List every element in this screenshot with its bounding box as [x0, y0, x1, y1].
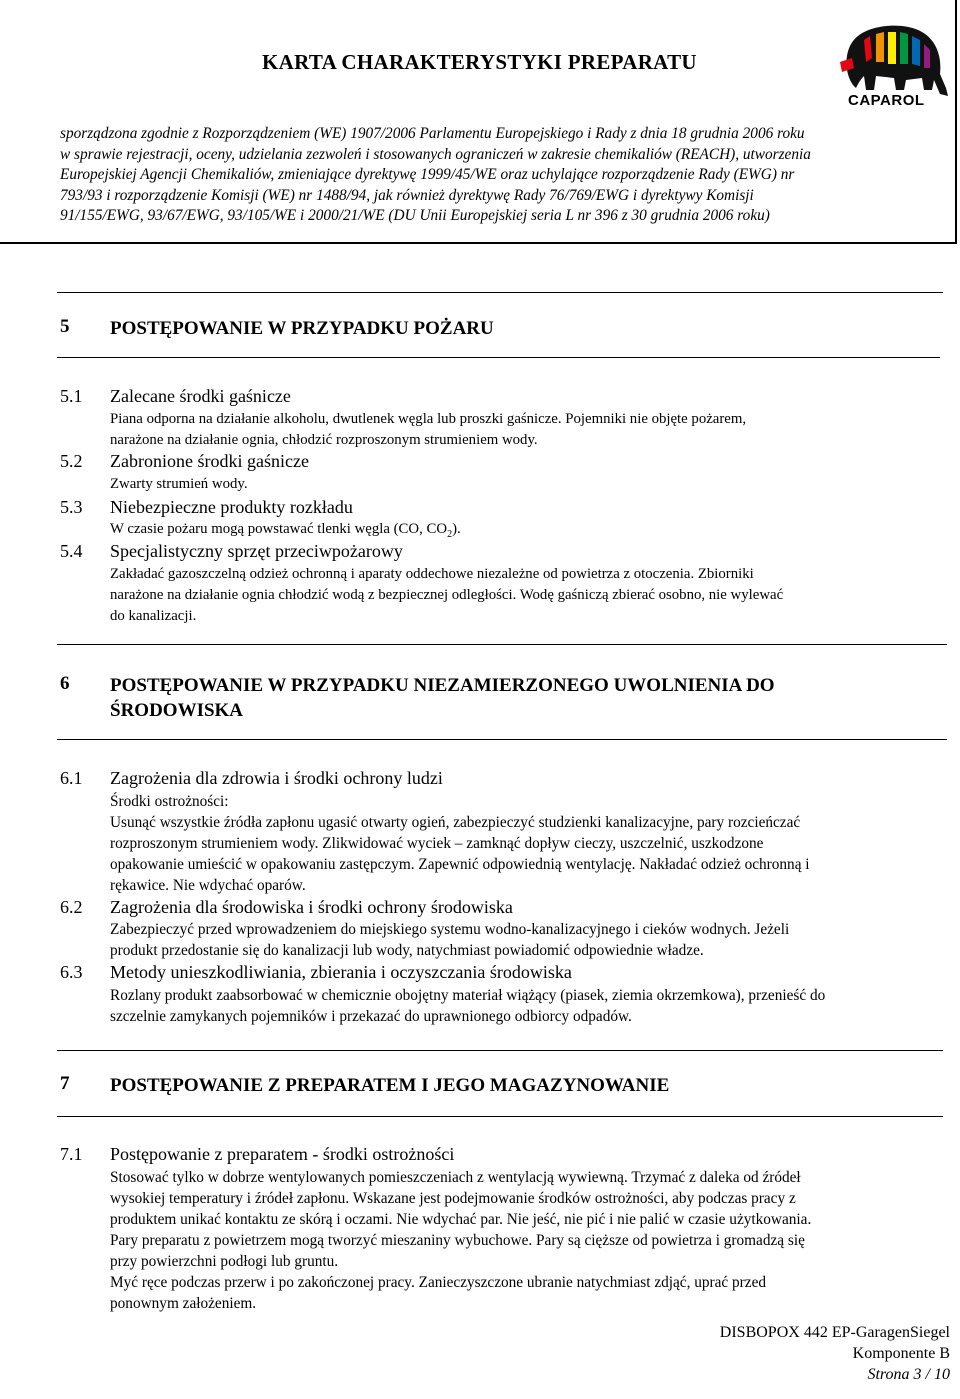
regulation-line: w sprawie rejestracji, oceny, udzielania zezwoleń i stosowanych ograniczeń w zakresie chemikaliów (REACH), utworzenia [60, 145, 811, 163]
paragraph-line: Zakładać gazoszczelną odzież ochronną i aparaty oddechowe niezależne od powietrza z otoczenia. Zbiorniki [110, 566, 754, 582]
subsection-7-1-title: Postępowanie z preparatem - środki ostrożności [110, 1144, 455, 1164]
subsection-6-1-text [110, 791, 950, 896]
document-title: KARTA CHARAKTERYSTYKI PREPARATU [262, 50, 697, 74]
paragraph-line: produkt przedostanie się do kanalizacji lub wody, natychmiast powiadomić odpowiednie władze. [110, 942, 704, 959]
subsection-5-1-text [110, 409, 950, 451]
paragraph-line: rozproszonym strumieniem wody. Zlikwidować wyciek – zamknąć dopływ cieczy, uszczelnić, uszkodzone [110, 835, 764, 852]
text-segment: W czasie pożaru mogą powstawać tlenki węgla (CO, CO [110, 521, 448, 537]
paragraph-line: Stosować tylko w dobrze wentylowanych pomieszczeniach z wentylacją wywiewną. Trzymać z daleka od źródeł [110, 1169, 801, 1186]
section-5-title: POSTĘPOWANIE W PRZYPADKU POŻARU [110, 318, 494, 339]
regulation-statement [60, 124, 950, 227]
section-divider [57, 1050, 943, 1051]
section-6-number: 6 [60, 673, 70, 694]
subsection-5-3-number: 5.3 [60, 497, 83, 517]
paragraph-line: rękawice. Nie wdychać oparów. [110, 877, 306, 894]
section-divider [57, 292, 943, 293]
subsection-5-1-title: Zalecane środki gaśnicze [110, 386, 291, 406]
paragraph-line: narażone na działanie ognia chłodzić wodą z bezpiecznej odległości. Wodę gaśniczą zbierać osobno, nie wylewać [110, 587, 784, 603]
subsection-5-1-number: 5.1 [60, 386, 83, 406]
subsection-6-3-title: Metody unieszkodliwiania, zbierania i oczyszczania środowiska [110, 962, 572, 982]
section-6-title-line: POSTĘPOWANIE W PRZYPADKU NIEZAMIERZONEGO UWOLNIENIA DO [110, 675, 775, 696]
regulation-line: 793/93 i rozporządzenie Komisji (WE) nr 1488/94, jak również dyrektywę Rady 76/769/EWG i dyrektywy Komisji [60, 186, 754, 204]
section-7-title: POSTĘPOWANIE Z PREPARATEM I JEGO MAGAZYNOWANIE [110, 1075, 670, 1096]
footer-product-name: DISBOPOX 442 EP-GaragenSiegel [719, 1324, 950, 1341]
subsection-6-2-number: 6.2 [60, 897, 83, 917]
caparol-logo-text: CAPAROL [848, 92, 925, 109]
subsection-5-4-title: Specjalistyczny sprzęt przeciwpożarowy [110, 541, 403, 561]
footer-component: Komponente B [852, 1345, 950, 1362]
section-5-number: 5 [60, 316, 70, 337]
paragraph-line: Usunąć wszystkie źródła zapłonu ugasić otwarty ogień, zabezpieczyć studzienki kanalizacyjne, pary rozcieńczać [110, 814, 801, 831]
subsection-6-2-text [110, 919, 950, 961]
section-6-title [110, 673, 775, 723]
subsection-label: Środki ostrożności: [110, 793, 229, 810]
subsection-6-1-title: Zagrożenia dla zdrowia i środki ochrony ludzi [110, 768, 443, 788]
paragraph-line: wysokiej temperatury i źródeł zapłonu. Wskazane jest podejmowanie środków ostrożności, aby podczas pracy z [110, 1190, 796, 1207]
paragraph-line: Zwarty strumień wody. [110, 476, 248, 492]
paragraph-line: produktem unikać kontaktu ze skórą i oczami. Nie wdychać par. Nie jeść, nie pić i nie palić w czasie użytkowania. [110, 1211, 812, 1228]
subsection-5-2-title: Zabronione środki gaśnicze [110, 451, 309, 471]
subsection-5-3-title: Niebezpieczne produkty rozkładu [110, 497, 353, 517]
subsection-5-2-text [110, 474, 950, 495]
section-6-title-line: ŚRODOWISKA [110, 700, 244, 721]
subsection-6-3-number: 6.3 [60, 962, 83, 982]
subsection-5-4-text [110, 564, 950, 627]
regulation-line: 91/155/EWG, 93/67/EWG, 93/105/WE i 2000/21/WE (DU Unii Europejskiej seria L nr 396 z 30 grudnia 2006 roku) [60, 207, 770, 225]
subsection-7-1-text [110, 1167, 950, 1314]
paragraph-line: opakowanie umieścić w opakowaniu zastępczym. Zapewnić odpowiednią wentylację. Nakładać odzież ochronną i [110, 856, 810, 873]
paragraph-line: przy powierzchni podłogi lub gruntu. [110, 1253, 339, 1270]
subsection-5-4-number: 5.4 [60, 541, 83, 561]
paragraph-line: Rozlany produkt zaabsorbować w chemicznie obojętny materiał wiążący (piasek, ziemia okrzemkowa), przenieść do [110, 987, 826, 1004]
paragraph-line: Zabezpieczyć przed wprowadzeniem do miejskiego systemu wodno-kanalizacyjnego i cieków wodnych. Jeżeli [110, 921, 790, 938]
paragraph-line: narażone na działanie ognia, chłodzić rozproszonym strumieniem wody. [110, 432, 538, 448]
subsection-6-1-number: 6.1 [60, 768, 83, 788]
page-footer [720, 1322, 950, 1385]
paragraph-line: Piana odporna na działanie alkoholu, dwutlenek węgla lub proszki gaśnicze. Pojemniki nie objęte pożarem, [110, 411, 747, 427]
section-divider [57, 1116, 943, 1117]
paragraph-line: szczelnie zamykanych pojemników i przekazać do uprawnionego odbiorcy odpadów. [110, 1008, 632, 1025]
paragraph-line: Pary preparatu z powietrzem mogą tworzyć mieszaniny wybuchowe. Pary są cięższe od powietrza i gromadzą się [110, 1232, 805, 1249]
subsection-5-2-number: 5.2 [60, 451, 83, 471]
text-segment: ). [452, 521, 461, 537]
regulation-line: Europejskiej Agencji Chemikaliów, zmieniające dyrektywę 1999/45/WE oraz uchylające rozporządzenie Rady (EWG) nr [60, 166, 795, 184]
paragraph-line: do kanalizacji. [110, 608, 197, 624]
section-divider [57, 644, 947, 645]
paragraph-line: Myć ręce podczas przerw i po zakończonej pracy. Zanieczyszczone ubranie natychmiast zdjąć, uprać przed [110, 1274, 767, 1291]
footer-page-number: Strona 3 / 10 [867, 1366, 950, 1383]
subsection-6-3-text [110, 985, 950, 1027]
section-divider [57, 739, 947, 740]
paragraph-line: ponownym założeniem. [110, 1295, 257, 1312]
subsection-7-1-number: 7.1 [60, 1144, 83, 1164]
section-7-number: 7 [60, 1073, 70, 1094]
section-divider [57, 357, 940, 358]
subsection-6-2-title: Zagrożenia dla środowiska i środki ochrony środowiska [110, 897, 513, 917]
regulation-line: sporządzona zgodnie z Rozporządzeniem (WE) 1907/2006 Parlamentu Europejskiego i Rady z dnia 18 grudnia 2006 roku [60, 125, 805, 142]
subscript: 2 [447, 528, 453, 540]
